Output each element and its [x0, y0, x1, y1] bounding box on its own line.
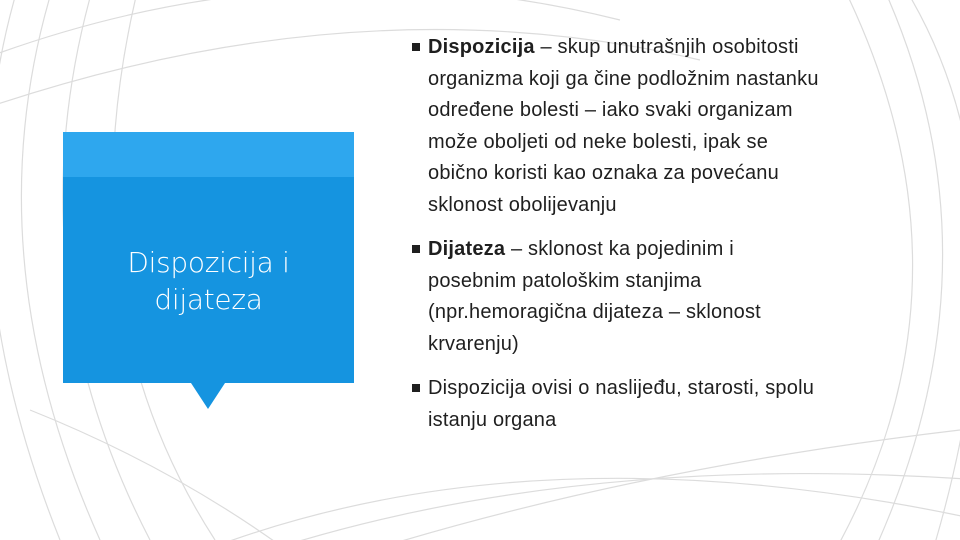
term-label: Dijateza [428, 238, 506, 260]
list-item-text: Dispozicija ovisi o naslijeđu, starosti, spolu [428, 377, 815, 399]
list-item-text: (npr.hemoragična dijateza – sklonost [428, 301, 761, 323]
list-item [408, 234, 918, 360]
title-panel-pointer [191, 383, 225, 409]
list-item-text: obično koristi kao oznaka za povećanu [428, 162, 779, 184]
title-panel-band [63, 132, 354, 177]
slide-title-line-1: Dispozicija i [127, 246, 290, 279]
content-list [408, 32, 918, 436]
square-bullet-icon [412, 384, 420, 392]
list-item-text: istanju organa [428, 408, 557, 431]
list-item-text: organizma koji ga čine podložnim nastanku [428, 67, 819, 90]
list-item-text: – sklonost ka pojedinim i [505, 238, 734, 260]
list-item-text: – skup unutrašnjih osobitosti [534, 36, 799, 58]
list-item [408, 32, 918, 221]
list-item [408, 373, 918, 436]
term-label: Dispozicija [428, 36, 535, 58]
list-item-text: može oboljeti od neke bolesti, ipak se [428, 130, 769, 153]
square-bullet-icon [412, 43, 420, 51]
list-item-text: posebnim patološkim stanjima [428, 269, 702, 292]
list-item-text: određene bolesti – iako svaki organizam [428, 99, 793, 121]
list-item-text: krvarenju) [428, 332, 519, 355]
square-bullet-icon [412, 245, 420, 253]
list-item-text: sklonost obolijevanju [428, 193, 617, 216]
slide-title [63, 244, 354, 318]
slide-title-line-2: dijateza [154, 283, 263, 316]
